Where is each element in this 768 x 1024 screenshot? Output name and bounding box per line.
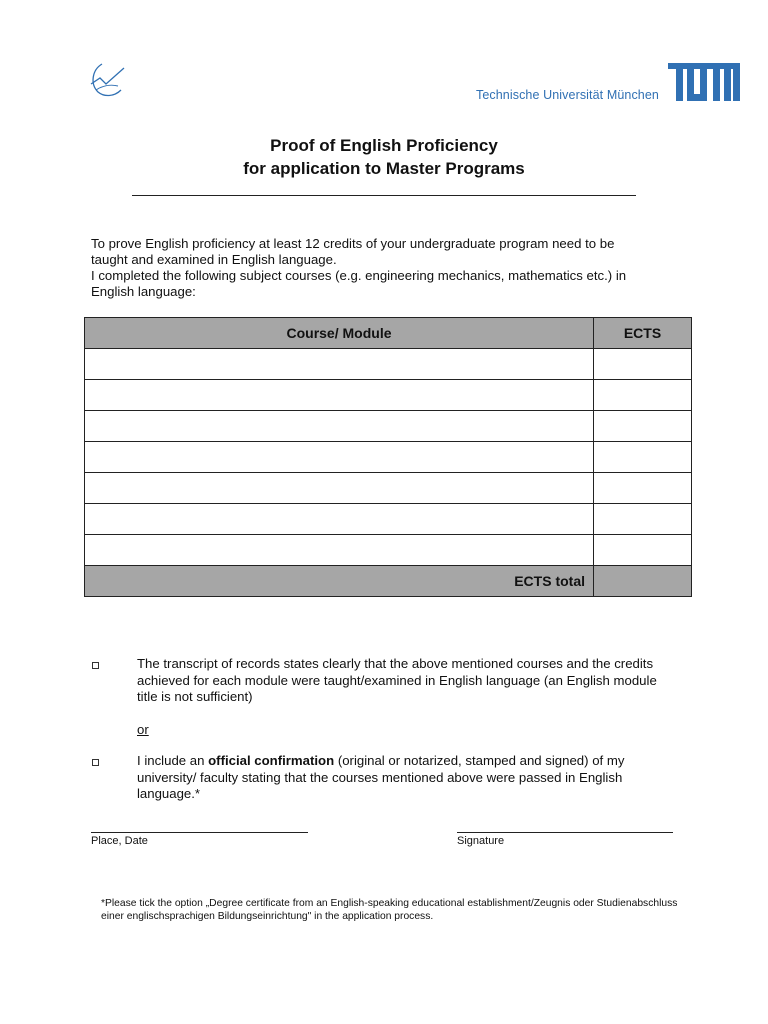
- intro-line: To prove English proficiency at least 12 credits of your undergraduate program need to be: [91, 236, 615, 251]
- ects-cell[interactable]: [594, 473, 692, 504]
- tum-wordmark-logo: [668, 63, 740, 101]
- course-cell[interactable]: [85, 411, 594, 442]
- total-row: [85, 566, 692, 597]
- table-row: [85, 411, 692, 442]
- place-date-line[interactable]: [91, 832, 308, 833]
- tum-signet-icon: [88, 60, 128, 98]
- table-row: [85, 349, 692, 380]
- ects-cell[interactable]: [594, 442, 692, 473]
- ects-cell[interactable]: [594, 535, 692, 566]
- document-subtitle: for application to Master Programs: [243, 159, 525, 178]
- intro-line: taught and examined in English language.: [91, 252, 337, 267]
- table-row: [85, 504, 692, 535]
- ects-cell[interactable]: [594, 380, 692, 411]
- course-cell[interactable]: [85, 473, 594, 504]
- table-row: [85, 535, 692, 566]
- intro-text: [91, 236, 691, 300]
- intro-line: English language:: [91, 284, 196, 299]
- course-cell[interactable]: [85, 442, 594, 473]
- ects-cell[interactable]: [594, 349, 692, 380]
- course-table: [84, 317, 692, 597]
- ects-cell[interactable]: [594, 411, 692, 442]
- ects-cell[interactable]: [594, 504, 692, 535]
- ects-column-header: ECTS: [594, 318, 692, 349]
- table-row: [85, 473, 692, 504]
- university-name: Technische Universität München: [476, 88, 659, 102]
- table-row: [85, 380, 692, 411]
- document-title: Proof of English Proficiency: [270, 136, 498, 155]
- course-column-header: Course/ Module: [85, 318, 594, 349]
- table-header-row: [85, 318, 692, 349]
- transcript-option-text: The transcript of records states clearly that the above mentioned courses and the credits achieved for each module were taught/examined in English language (an English module title is not sufficient): [137, 656, 657, 704]
- official-confirmation-option-text: [137, 753, 677, 803]
- option-text-suffix: (original or notarized, stamped and signed) of my university/ faculty stating that the courses mentioned above were passed in English language.*: [137, 753, 625, 801]
- signature-line[interactable]: [457, 832, 673, 833]
- course-cell[interactable]: [85, 349, 594, 380]
- course-cell[interactable]: [85, 504, 594, 535]
- intro-line: I completed the following subject courses (e.g. engineering mechanics, mathematics etc.) in: [91, 268, 627, 283]
- option-text-prefix: I include an: [137, 753, 209, 768]
- ects-total-cell[interactable]: [594, 566, 692, 597]
- table-row: [85, 442, 692, 473]
- option-text-bold: official confirmation: [208, 753, 335, 768]
- course-cell[interactable]: [85, 380, 594, 411]
- signature-label: Signature: [457, 835, 505, 847]
- footnote: *Please tick the option „Degree certificate from an English-speaking educational establishment/Zeugnis oder Studienabschluss einer englischsprachigen Bildungseinrichtung" in the application process.: [101, 898, 678, 922]
- title-divider: [132, 195, 636, 196]
- course-cell[interactable]: [85, 535, 594, 566]
- ects-total-label: ECTS total: [85, 566, 594, 597]
- official-confirmation-checkbox[interactable]: [92, 759, 99, 766]
- or-separator: or: [137, 722, 149, 737]
- place-date-label: Place, Date: [91, 835, 148, 847]
- transcript-checkbox[interactable]: [92, 662, 99, 669]
